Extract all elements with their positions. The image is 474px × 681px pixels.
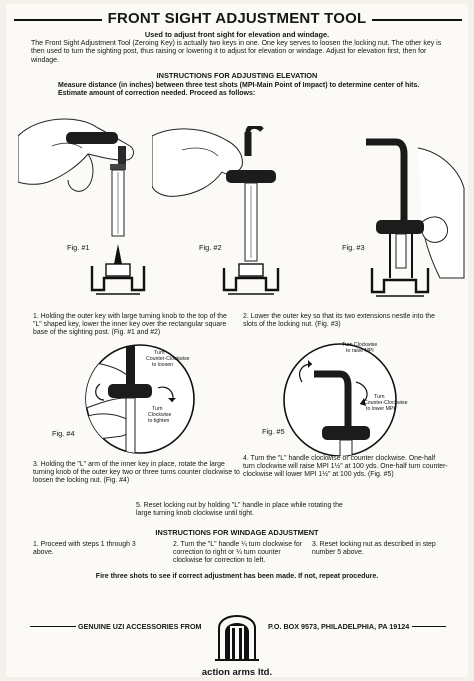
fig-5-callout-top: Turn Clockwise to raise MPI [342,342,378,354]
fig-4-callout-bottom: Turn Clockwise to tighten [148,406,172,424]
fig-4-callout-top: Turn Counter-Clockwise to loosen [146,350,190,368]
elevation-step-2: 2. Lower the outer key so that its two extensions nestle into the slots of the locking nut. (Fig. #3) [243,313,435,329]
action-arms-logo [215,606,259,662]
figure-1-illustration [18,106,168,306]
elevation-step-1: 1. Holding the outer key with large turning knob to the top of the "L" shaped key, lower the inner key over the rectangular square base of the sighting post. (Fig. #1 and #2) [33,313,227,337]
figure-3-illustration [300,128,468,306]
elevation-step-4: 4. Turn the "L" handle clockwise or counter clockwise. One-half turn clockwise will raise MPI 1½" at 100 yds. One-half turn counter-clockwise will lower MPI 1½" at 100 yds. (Fig. #5) [243,455,448,479]
figure-2-illustration [152,126,302,306]
windage-step-3: 3. Reset locking nut as described in step number 5 above. [312,541,436,557]
footer-left-text: GENUINE UZI ACCESSORIES FROM [78,622,202,631]
fig-5-callouts [314,340,424,420]
brand-name: action arms ltd. [201,667,273,678]
page-subtitle: Used to adjust front sight for elevation and windage. [144,30,330,39]
elevation-step-3: 3. Holding the "L" arm of the inner key in place, rotate the large turning knob of the outer key two or three turns counter clockwise to loosen the locking nut. (Fig. #4) [33,461,240,485]
fire-note: Fire three shots to see if correct adjustment has been made. If not, repeat procedure. [95,573,379,580]
fig-5-callout-bottom: Turn Counter-Clockwise to lower MPI [364,394,408,412]
windage-step-1: 1. Proceed with steps 1 through 3 above. [33,541,136,557]
intro-paragraph: The Front Sight Adjustment Tool (Zeroing Key) is actually two keys in one. One key serves to loosen the locking nut. The other key is then used to turn the sighting post, thus raising or lowering it to adjust for elevation or windage. Adjust for elevation first, then for windage. [31,40,442,64]
footer-rule-left [30,626,76,627]
footer-rule-right [412,626,446,627]
fig-4-label: Fig. #4 [52,429,75,438]
elevation-step-5: 5. Reset locking nut by holding "L" handle in place while rotating the large turning knob clockwise until tight. [136,502,343,518]
footer-address: P.O. BOX 9573, PHILADELPHIA, PA 19124 [268,622,410,631]
elevation-heading: INSTRUCTIONS FOR ADJUSTING ELEVATION [156,71,318,80]
fig-1-label: Fig. #1 [67,243,90,252]
fig-3-label: Fig. #3 [342,243,365,252]
windage-step-2: 2. Turn the "L" handle ¼ turn clockwise for correction to right or ¼ turn counter clockwise for correction to left. [173,541,302,565]
figure-4-illustration [68,344,214,456]
fig-5-label: Fig. #5 [262,427,285,436]
elevation-intro: Measure distance (in inches) between three test shots (MPI-Main Point of Impact) to determine center of hits. Estimate amount of correction needed. Proceed as follows: [58,82,420,98]
fig-2-label: Fig. #2 [199,243,222,252]
page-title: FRONT SIGHT ADJUSTMENT TOOL [0,10,474,27]
windage-heading: INSTRUCTIONS FOR WINDAGE ADJUSTMENT [155,528,319,537]
